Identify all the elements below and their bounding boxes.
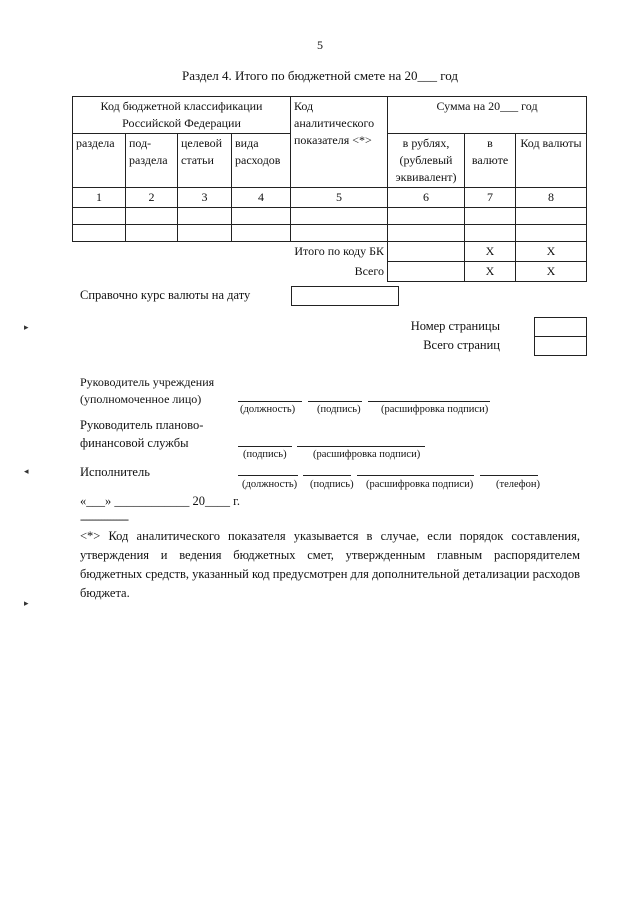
col-number: 5 xyxy=(291,188,388,208)
table-row xyxy=(73,208,587,225)
header-bk: Код бюджетной классификации Российской Федерации xyxy=(73,97,291,134)
col-podrazdel: под-раздела xyxy=(126,134,178,188)
caption-phone: (телефон) xyxy=(496,479,540,490)
x-mark: Х xyxy=(516,262,587,282)
signature-line xyxy=(297,446,425,447)
col-number: 4 xyxy=(232,188,291,208)
col-vida: вида расходов xyxy=(232,134,291,188)
fin-label-part: Руководитель планово- xyxy=(80,418,204,432)
caption-position: (должность) xyxy=(240,404,296,415)
total-label: Всего xyxy=(354,263,384,278)
x-mark: Х xyxy=(465,242,516,262)
footnote-text: <*> Код аналитического показателя указывается в случае, если порядок составления, утверждения и ведения бюджетных смет, утвержденным главным распорядителем бюджетных средств, указанный код предусмотрен для дополнительной детализации расходов бюджета. xyxy=(80,529,580,600)
head-label: Руководитель учреждения (уполномоченное лицо) xyxy=(80,375,215,406)
budget-table xyxy=(72,96,587,282)
page-number-field[interactable] xyxy=(534,317,587,337)
col-razdel: раздела xyxy=(73,134,126,188)
exec-label: Исполнитель xyxy=(80,465,150,479)
table-row-numbers xyxy=(73,188,587,208)
page-number: 5 xyxy=(317,38,323,52)
signature-line xyxy=(238,475,298,476)
pages-total-label: Всего страниц xyxy=(423,338,500,352)
caption-decode: (расшифровка подписи) xyxy=(313,449,421,460)
signature-line xyxy=(357,475,474,476)
date-line: «___» ____________ 20____ г. xyxy=(80,494,240,508)
table-row-total xyxy=(73,262,587,282)
col-number: 2 xyxy=(126,188,178,208)
x-mark: Х xyxy=(516,242,587,262)
fin-label-line-2: финансовой службы xyxy=(80,436,189,450)
col-valuta: в валюте xyxy=(465,134,516,188)
col-celevoy: целевой статьи xyxy=(178,134,232,188)
col-number: 7 xyxy=(465,188,516,208)
caption-decode: (расшифровка подписи) xyxy=(381,404,489,415)
caption-position: (должность) xyxy=(242,479,298,490)
col-rub: в рублях, (рублевый эквивалент) xyxy=(388,134,465,188)
header-analytic-code: Код аналитического показателя <*> xyxy=(291,97,388,188)
section-title: Раздел 4. Итого по бюджетной смете на 20___ год xyxy=(181,68,459,83)
caption-sign: (подпись) xyxy=(310,479,354,490)
col-number: 8 xyxy=(516,188,587,208)
table-row xyxy=(73,225,587,242)
rate-date-field[interactable] xyxy=(291,286,399,306)
col-number: 6 xyxy=(388,188,465,208)
x-mark: Х xyxy=(465,262,516,282)
col-number: 3 xyxy=(178,188,232,208)
signature-line xyxy=(308,401,362,402)
signature-line xyxy=(238,446,292,447)
rate-label: Справочно курс валюты на дату xyxy=(80,288,251,302)
signature-line xyxy=(238,401,302,402)
margin-mark: ▸ xyxy=(24,322,29,332)
col-kod-valuty: Код валюты xyxy=(516,134,587,188)
header-sum: Сумма на 20___ год xyxy=(388,97,587,134)
fin-label-line-1 xyxy=(80,418,226,433)
total-bk-label: Итого по коду БК xyxy=(294,244,384,258)
col-number: 1 xyxy=(73,188,126,208)
table-row-total-bk xyxy=(73,242,587,262)
margin-mark: ◂ xyxy=(24,466,29,476)
caption-sign: (подпись) xyxy=(317,404,361,415)
page-number-label: Номер страницы xyxy=(410,319,500,333)
caption-sign: (подпись) xyxy=(243,449,287,460)
signature-line xyxy=(480,475,538,476)
margin-mark: ▸ xyxy=(24,598,29,608)
signature-line xyxy=(368,401,490,402)
caption-decode: (расшифровка подписи) xyxy=(366,479,474,490)
pages-total-field[interactable] xyxy=(534,336,587,356)
footnote-rule: ---------------- xyxy=(80,512,128,526)
signature-line xyxy=(303,475,351,476)
